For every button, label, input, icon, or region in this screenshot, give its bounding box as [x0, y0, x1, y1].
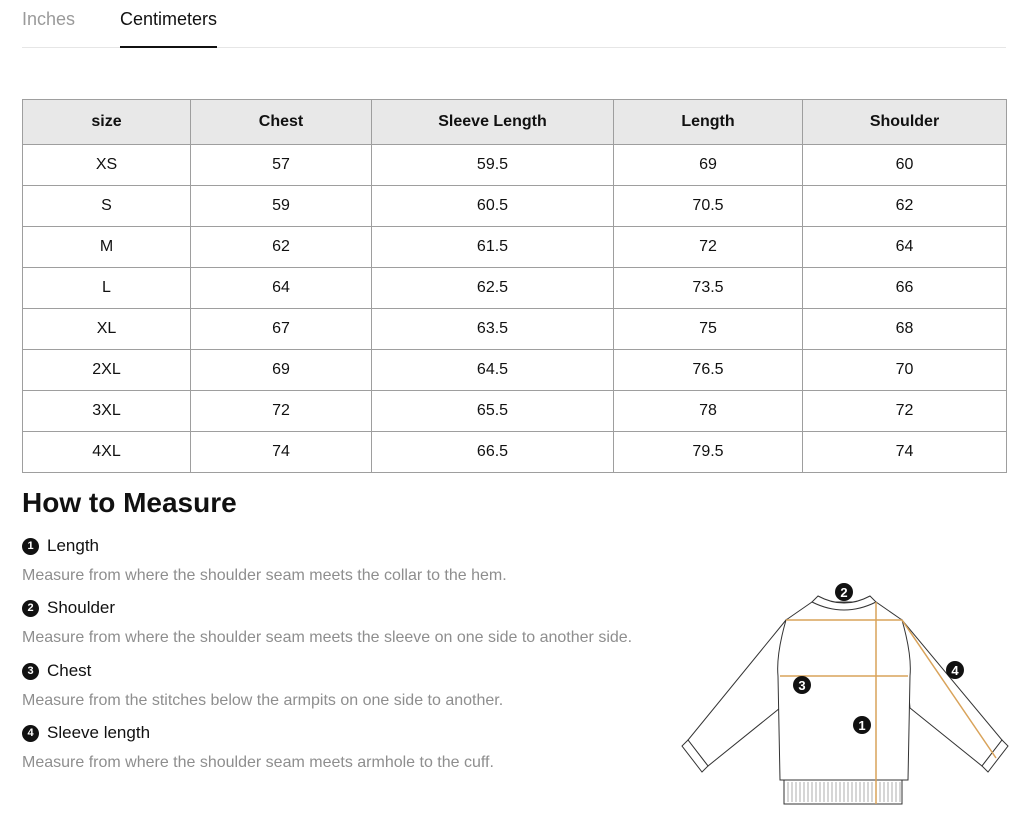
table-cell: 73.5	[614, 268, 803, 309]
step-label: Length	[47, 536, 99, 555]
table-cell: 64	[803, 227, 1007, 268]
table-cell: 64	[191, 268, 372, 309]
table-cell: 69	[614, 145, 803, 186]
step-shoulder	[22, 598, 115, 618]
step-label: Shoulder	[47, 598, 116, 617]
size-chart-table	[22, 99, 1007, 473]
number-2-icon: 2	[22, 600, 39, 617]
step-sleeve-length	[22, 723, 150, 743]
table-cell: 3XL	[23, 391, 191, 432]
how-to-measure-title: How to Measure	[22, 487, 237, 518]
table-cell: 70.5	[614, 186, 803, 227]
step-label: Sleeve length	[47, 723, 151, 742]
table-cell: 70	[803, 350, 1007, 391]
table-cell: 69	[191, 350, 372, 391]
table-row	[23, 227, 1007, 268]
table-row	[23, 145, 1007, 186]
table-cell: S	[23, 186, 191, 227]
step-chest	[22, 661, 91, 681]
table-cell: 75	[614, 309, 803, 350]
unit-tabs	[22, 0, 1006, 48]
table-cell: 60	[803, 145, 1007, 186]
table-row	[23, 309, 1007, 350]
table-row	[23, 432, 1007, 473]
table-cell: 59.5	[372, 145, 614, 186]
table-cell: L	[23, 268, 191, 309]
tab-centimeters[interactable]: Centimeters	[120, 8, 217, 48]
step-description: Measure from where the shoulder seam meets the collar to the hem.	[22, 567, 507, 584]
table-cell: 78	[614, 391, 803, 432]
table-cell: XL	[23, 309, 191, 350]
svg-text:4: 4	[951, 663, 959, 678]
number-4-icon: 4	[22, 725, 39, 742]
table-cell: 76.5	[614, 350, 803, 391]
table-cell: 72	[803, 391, 1007, 432]
table-cell: 62	[803, 186, 1007, 227]
table-cell: 2XL	[23, 350, 191, 391]
table-cell: 65.5	[372, 391, 614, 432]
svg-text:3: 3	[798, 678, 806, 693]
table-cell: 68	[803, 309, 1007, 350]
header-sleeve-length: Sleeve Length	[372, 100, 614, 145]
step-description: Measure from where the shoulder seam meets armhole to the cuff.	[22, 754, 494, 771]
svg-text:2: 2	[840, 585, 848, 600]
tab-inches[interactable]: Inches	[22, 9, 76, 29]
header-length: Length	[614, 100, 803, 145]
table-cell: XS	[23, 145, 191, 186]
table-cell: 64.5	[372, 350, 614, 391]
svg-text:1: 1	[858, 718, 866, 733]
sweater-icon	[680, 580, 1010, 810]
table-cell: 74	[191, 432, 372, 473]
table-row	[23, 268, 1007, 309]
table-cell: 59	[191, 186, 372, 227]
step-length	[22, 536, 99, 556]
table-cell: 62	[191, 227, 372, 268]
table-header-row	[23, 100, 1007, 145]
table-cell: 60.5	[372, 186, 614, 227]
table-cell: 57	[191, 145, 372, 186]
number-3-icon: 3	[22, 663, 39, 680]
step-label: Chest	[47, 661, 92, 680]
table-cell: 66	[803, 268, 1007, 309]
table-cell: 62.5	[372, 268, 614, 309]
table-cell: 63.5	[372, 309, 614, 350]
table-cell: 79.5	[614, 432, 803, 473]
step-description: Measure from where the shoulder seam meets the sleeve on one side to another side.	[22, 629, 633, 646]
header-shoulder: Shoulder	[803, 100, 1007, 145]
header-chest: Chest	[191, 100, 372, 145]
table-cell: 74	[803, 432, 1007, 473]
table-cell: 67	[191, 309, 372, 350]
table-cell: 61.5	[372, 227, 614, 268]
table-cell: 66.5	[372, 432, 614, 473]
table-cell: 72	[614, 227, 803, 268]
table-cell: M	[23, 227, 191, 268]
step-description: Measure from the stitches below the armpits on one side to another.	[22, 692, 504, 709]
table-cell: 72	[191, 391, 372, 432]
header-size: size	[23, 100, 191, 145]
table-row	[23, 186, 1007, 227]
table-cell: 4XL	[23, 432, 191, 473]
number-1-icon: 1	[22, 538, 39, 555]
table-row	[23, 391, 1007, 432]
table-row	[23, 350, 1007, 391]
